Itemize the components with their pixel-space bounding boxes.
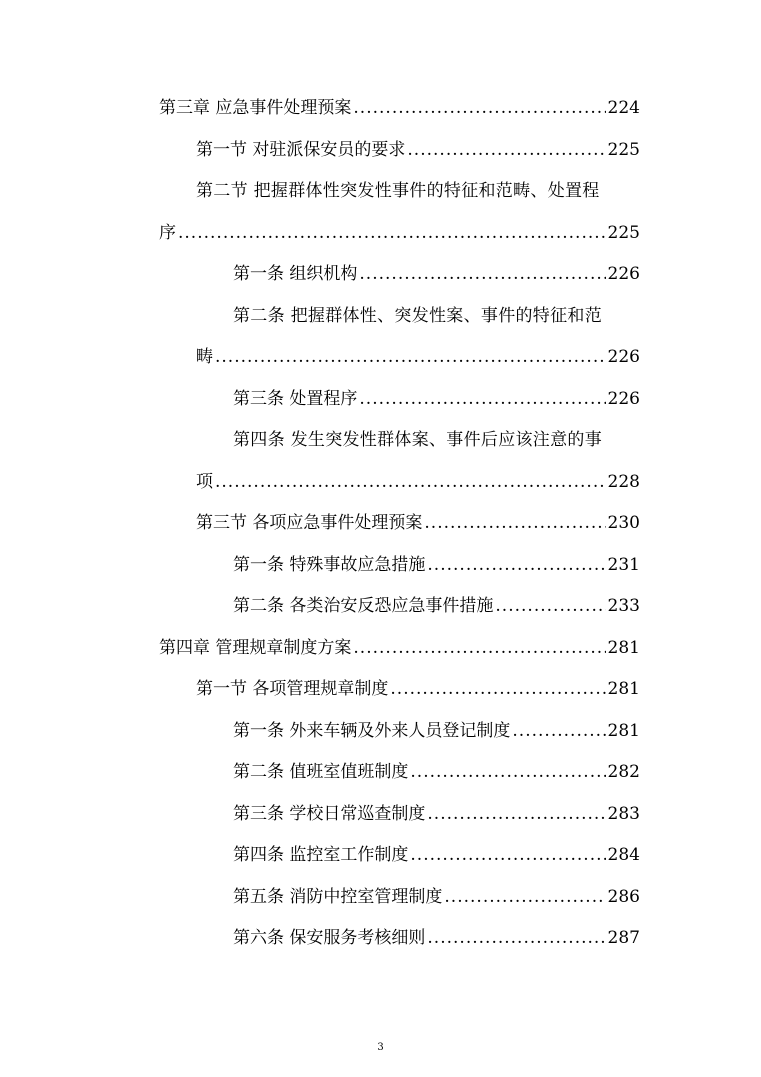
toc-entry-page: 233 <box>607 596 640 616</box>
toc-entry-page: 281 <box>607 637 640 658</box>
dot-leader <box>359 379 605 421</box>
dot-leader <box>407 130 605 172</box>
toc-entry-article <box>0 379 761 421</box>
dot-leader <box>410 835 605 877</box>
toc-entry-title: 第一条 外来车辆及外来人员登记制度 <box>233 720 511 741</box>
toc-entry-page: 287 <box>607 928 640 948</box>
dot-leader <box>178 213 606 255</box>
toc-entry-page: 284 <box>607 845 640 865</box>
toc-entry-title: 第三条 学校日常巡查制度 <box>233 803 426 824</box>
toc-entry-article <box>0 586 761 628</box>
dot-leader <box>353 628 605 670</box>
toc-entry-page: 230 <box>607 513 640 533</box>
toc-entry-title-continued: 项 <box>196 471 213 492</box>
dot-leader <box>215 462 606 504</box>
toc-entry-title: 第六条 保安服务考核细则 <box>233 928 426 948</box>
toc-entry-article <box>0 254 761 296</box>
toc-entry-article <box>0 711 761 753</box>
toc-entry-article <box>0 752 761 794</box>
toc-entry-article-wrapped-line2 <box>0 462 761 504</box>
toc-entry-page: 225 <box>607 222 640 243</box>
toc-entry-chapter-4 <box>0 628 761 670</box>
toc-entry-page: 281 <box>607 720 640 741</box>
dot-leader <box>427 545 605 587</box>
toc-entry-article-wrapped-line2 <box>0 337 761 379</box>
toc-entry-section <box>0 503 761 545</box>
toc-entry-page: 226 <box>607 388 640 409</box>
toc-entry-section-wrapped-line2 <box>0 213 761 255</box>
dot-leader <box>444 877 605 919</box>
dot-leader <box>390 669 605 711</box>
dot-leader <box>424 503 605 545</box>
toc-entry-page: 231 <box>607 554 640 575</box>
toc-entry-title: 第四条 发生突发性群体案、事件后应该注意的事 <box>233 430 603 450</box>
toc-entry-title-continued: 畴 <box>196 347 213 367</box>
toc-entry-page: 225 <box>607 139 640 160</box>
toc-entry-title: 第二条 各类治安反恐应急事件措施 <box>233 596 494 616</box>
toc-entry-title: 第一节 对驻派保安员的要求 <box>196 139 406 160</box>
toc-entry-title: 第二条 值班室值班制度 <box>233 762 409 782</box>
toc-entry-article <box>0 877 761 919</box>
toc-entry-page: 282 <box>607 762 640 782</box>
toc-entry-article <box>0 545 761 587</box>
dot-leader <box>359 254 605 296</box>
toc-entry-article <box>0 794 761 836</box>
toc-entry-chapter-3 <box>0 88 761 130</box>
dot-leader <box>512 711 605 753</box>
toc-entry-article-wrapped-line1 <box>0 420 761 462</box>
toc-entry-title: 第四章 管理规章制度方案 <box>159 637 352 658</box>
dot-leader <box>495 586 605 628</box>
toc-entry-title: 第四条 监控室工作制度 <box>233 845 409 865</box>
toc-entry-page: 226 <box>607 264 640 284</box>
dot-leader <box>353 88 605 130</box>
toc-entry-title: 第三章 应急事件处理预案 <box>159 98 352 118</box>
page-number: 3 <box>377 1042 384 1053</box>
toc-entry-page: 283 <box>607 803 640 824</box>
toc-entry-title: 第二条 把握群体性、突发性案、事件的特征和范 <box>233 305 603 326</box>
toc-entry-title: 第一节 各项管理规章制度 <box>196 679 389 699</box>
toc-entry-title: 第五条 消防中控室管理制度 <box>233 886 443 907</box>
toc-entry-title: 第二节 把握群体性突发性事件的特征和范畴、处置程 <box>196 181 600 201</box>
toc-entry-title: 第三节 各项应急事件处理预案 <box>196 513 423 533</box>
toc-entry-page: 286 <box>607 886 640 907</box>
toc-entry-article <box>0 835 761 877</box>
table-of-contents <box>0 88 761 960</box>
toc-entry-article-wrapped-line1 <box>0 296 761 338</box>
toc-entry-article <box>0 918 761 960</box>
toc-entry-title: 第三条 处置程序 <box>233 388 358 409</box>
toc-entry-page: 224 <box>607 98 640 118</box>
toc-entry-section-wrapped-line1 <box>0 171 761 213</box>
toc-entry-section <box>0 669 761 711</box>
toc-entry-title: 第一条 组织机构 <box>233 264 358 284</box>
toc-entry-section <box>0 130 761 172</box>
toc-entry-page: 226 <box>607 347 640 367</box>
toc-entry-page: 281 <box>607 679 640 699</box>
dot-leader <box>427 794 605 836</box>
toc-entry-page: 228 <box>607 471 640 492</box>
dot-leader <box>215 337 606 379</box>
dot-leader <box>427 918 605 960</box>
dot-leader <box>410 752 605 794</box>
toc-entry-title: 第一条 特殊事故应急措施 <box>233 554 426 575</box>
toc-entry-title-continued: 序 <box>159 222 176 243</box>
